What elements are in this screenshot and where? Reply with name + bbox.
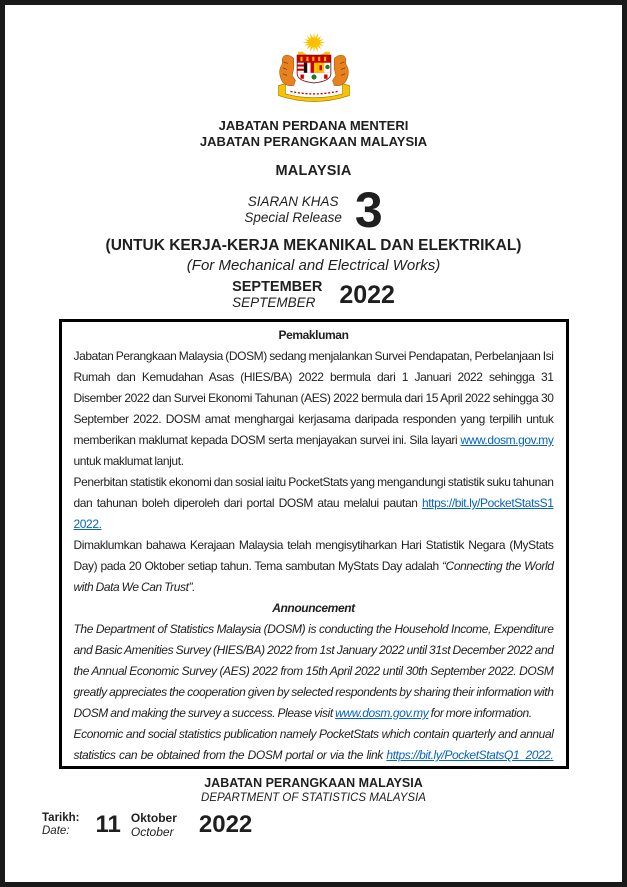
document-footer: [5, 776, 622, 805]
ms-p2-text: Penerbitan statistik ekonomi dan sosial iaitu PocketStats yang mengandungi statistik suku tahunan dan tahunan boleh diperoleh dari portal DOSM atau melalui pautan: [73, 475, 554, 510]
malaysia-coat-of-arms-icon: [255, 31, 373, 113]
footer-dept-ms: JABATAN PERANGKAAN MALAYSIA: [204, 776, 423, 790]
release-series-ms: SIARAN KHAS: [247, 193, 339, 209]
date-month-ms: Oktober: [130, 811, 177, 825]
date-label-en: Date:: [42, 825, 70, 837]
release-title-en: (For Mechanical and Electrical Works): [186, 257, 441, 274]
release-title-ms: (UNTUK KERJA-KERJA MEKANIKAL DAN ELEKTRIKAL): [105, 237, 522, 254]
release-date: [42, 811, 622, 839]
notice-box: [59, 319, 569, 769]
release-month-en: SEPTEMBER: [232, 295, 316, 310]
pocketstats-link-ms[interactable]: https://bit.ly/PocketStatsS1 2022.: [73, 496, 554, 531]
notice-paragraph-ms-1: [74, 346, 554, 472]
en-p1-text: The Department of Statistics Malaysia (DOSM) is conducting the Household Income, Expenditure and Basic Amenities Survey (HIES/BA) 2022 from 1st January 2022 until 31st December 2022 and the Annual Economic Survey (AES) 2022 from 15th April 2022 until 30th September 2022. DOSM greatly appreciates the cooperation given by selected respondents by sharing their information with DOSM and making the survey a success. Please visit: [73, 622, 554, 720]
date-month-en: October: [130, 825, 174, 839]
notice-paragraph-en-2: [74, 724, 554, 769]
date-label-ms: Tarikh:: [42, 811, 80, 824]
country-title: MALAYSIA: [275, 163, 352, 179]
en-p2-text: Economic and social statistics publication namely PocketStats which contain quarterly and annual statistics can be obtained from the DOSM portal or via the link: [73, 727, 554, 762]
release-number: 3: [354, 182, 383, 238]
pocketstats-link-en[interactable]: https://bit.ly/PocketStatsQ1_2022.: [386, 748, 554, 762]
dept-line-2: JABATAN PERANGKAAN MALAYSIA: [199, 133, 428, 149]
ms-p1-text: Jabatan Perangkaan Malaysia (DOSM) sedang menjalankan Survei Pendapatan, Perbelanjaan Isi Rumah dan Kemudahan Asas (HIES/BA) 2022 bermula dari 1 Januari 2022 sehingga 31 Disember 2022 dan Survei Ekonomi Tahunan (AES) 2022 bermula dari 15 April 2022 sehingga 30 September 2022. DOSM amat menghargai kerjasama daripada responden yang terpilih untuk memberikan maklumat kepada DOSM serta menjayakan survei ini. Sila layari: [73, 349, 554, 447]
release-header: [5, 182, 622, 311]
dosm-website-link-en[interactable]: www.dosm.gov.my: [335, 706, 429, 720]
notice-paragraph-ms-3: [74, 535, 554, 598]
date-year: 2022: [198, 811, 253, 838]
mystats-theme-quote: “Connecting the World with Data We Can Trust”.: [73, 559, 554, 594]
ms-p1-text-after: untuk maklumat lanjut.: [73, 454, 184, 468]
release-series-en: Special Release: [244, 210, 342, 225]
notice-heading-ms: Pemakluman: [278, 328, 349, 342]
notice-heading-en: Announcement: [272, 601, 355, 615]
footer-dept-en: DEPARTMENT OF STATISTICS MALAYSIA: [201, 792, 426, 804]
dept-line-1: JABATAN PERDANA MENTERI: [218, 118, 409, 133]
date-day: 11: [95, 811, 121, 838]
notice-paragraph-ms-2: [74, 472, 554, 535]
release-year: 2022: [339, 280, 395, 309]
dosm-website-link-ms[interactable]: www.dosm.gov.my: [460, 433, 554, 447]
en-p1-text-after: for more information.: [428, 706, 532, 720]
notice-paragraph-en-1: [74, 619, 554, 724]
ms-p3-text: Dimaklumkan bahawa Kerajaan Malaysia telah mengisytiharkan Hari Statistik Negara (MyStats Day) pada 20 Oktober setiap tahun. Tema sambutan MyStats Day adalah: [73, 538, 554, 573]
masthead: [5, 5, 622, 179]
release-month-ms: SEPTEMBER: [232, 279, 323, 295]
